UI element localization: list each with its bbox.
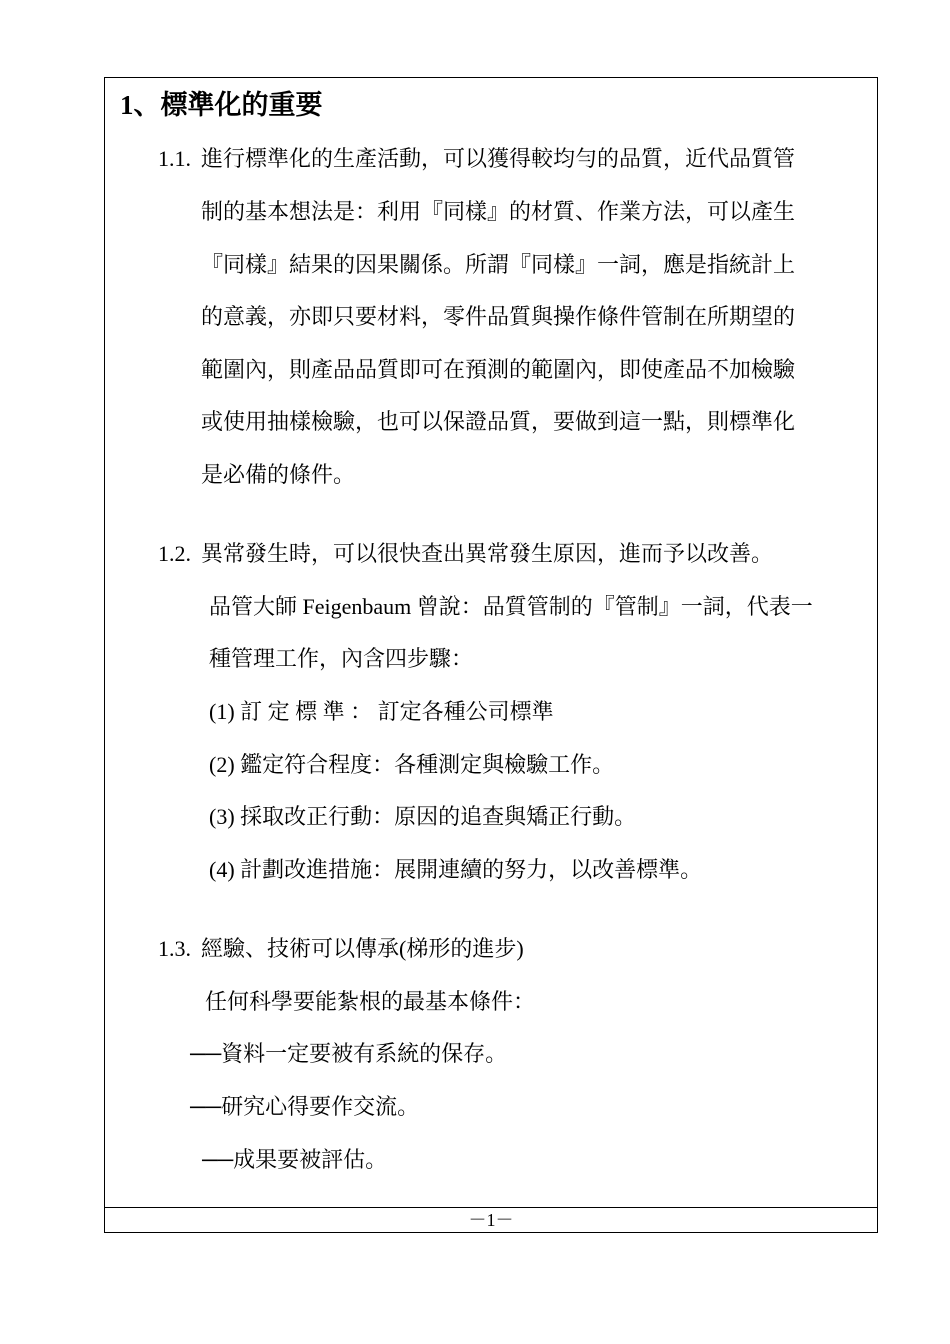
- section-1-1-line: 進行標準化的生產活動，可以獲得較均勻的品質，近代品質管: [201, 146, 796, 171]
- section-1-1-line: 或使用抽樣檢驗，也可以保證品質，要做到這一點，則標準化: [201, 409, 796, 434]
- footer-divider: [105, 1207, 877, 1208]
- section-1-3-item: ──成果要被評估。: [202, 1147, 388, 1172]
- section-1-1-line: 是必備的條件。: [201, 462, 356, 487]
- page-number: －1－: [468, 1210, 514, 1230]
- section-1-3-title: 經驗、技術可以傳承(梯形的進步): [201, 936, 524, 961]
- section-1-1-line: 範圍內，則產品品質即可在預測的範圍內，即使產品不加檢驗: [201, 357, 796, 382]
- section-1-1-line: 制的基本想法是：利用『同樣』的材質、作業方法，可以產生: [201, 199, 796, 224]
- section-1-2-title: 異常發生時，可以很快查出異常發生原因，進而予以改善。: [201, 541, 774, 566]
- page-frame: [104, 77, 878, 1233]
- section-1-2-step: (4) 計劃改進措施：展開連續的努力，以改善標準。: [209, 857, 703, 882]
- section-1-2-intro: 品管大師 Feigenbaum 曾說：品質管制的『管制』一詞，代表一: [209, 594, 813, 619]
- section-1-2-step: (2) 鑑定符合程度：各種測定與檢驗工作。: [209, 752, 615, 777]
- section-1-3-intro: 任何科學要能紮根的最基本條件：: [205, 989, 536, 1014]
- section-1-1-number: 1.1.: [158, 146, 191, 171]
- section-1-2-intro: 種管理工作，內含四步驟：: [209, 646, 474, 671]
- section-1-2-step: (3) 採取改正行動：原因的追查與矯正行動。: [209, 804, 637, 829]
- section-1-1-line: 的意義，亦即只要材料，零件品質與操作條件管制在所期望的: [201, 304, 796, 329]
- section-1-2-step: (1) 訂 定 標 準 ： 訂定各種公司標準: [209, 699, 554, 724]
- section-1-3-number: 1.3.: [158, 936, 191, 961]
- section-1-2-number: 1.2.: [158, 541, 191, 566]
- section-1-3-item: ──資料一定要被有系統的保存。: [190, 1041, 508, 1066]
- section-1-1-line: 『同樣』結果的因果關係。所謂『同樣』一詞，應是指統計上: [201, 252, 796, 277]
- section-1-3-item: ──研究心得要作交流。: [190, 1094, 420, 1119]
- section-heading: 1、標準化的重要: [120, 90, 323, 120]
